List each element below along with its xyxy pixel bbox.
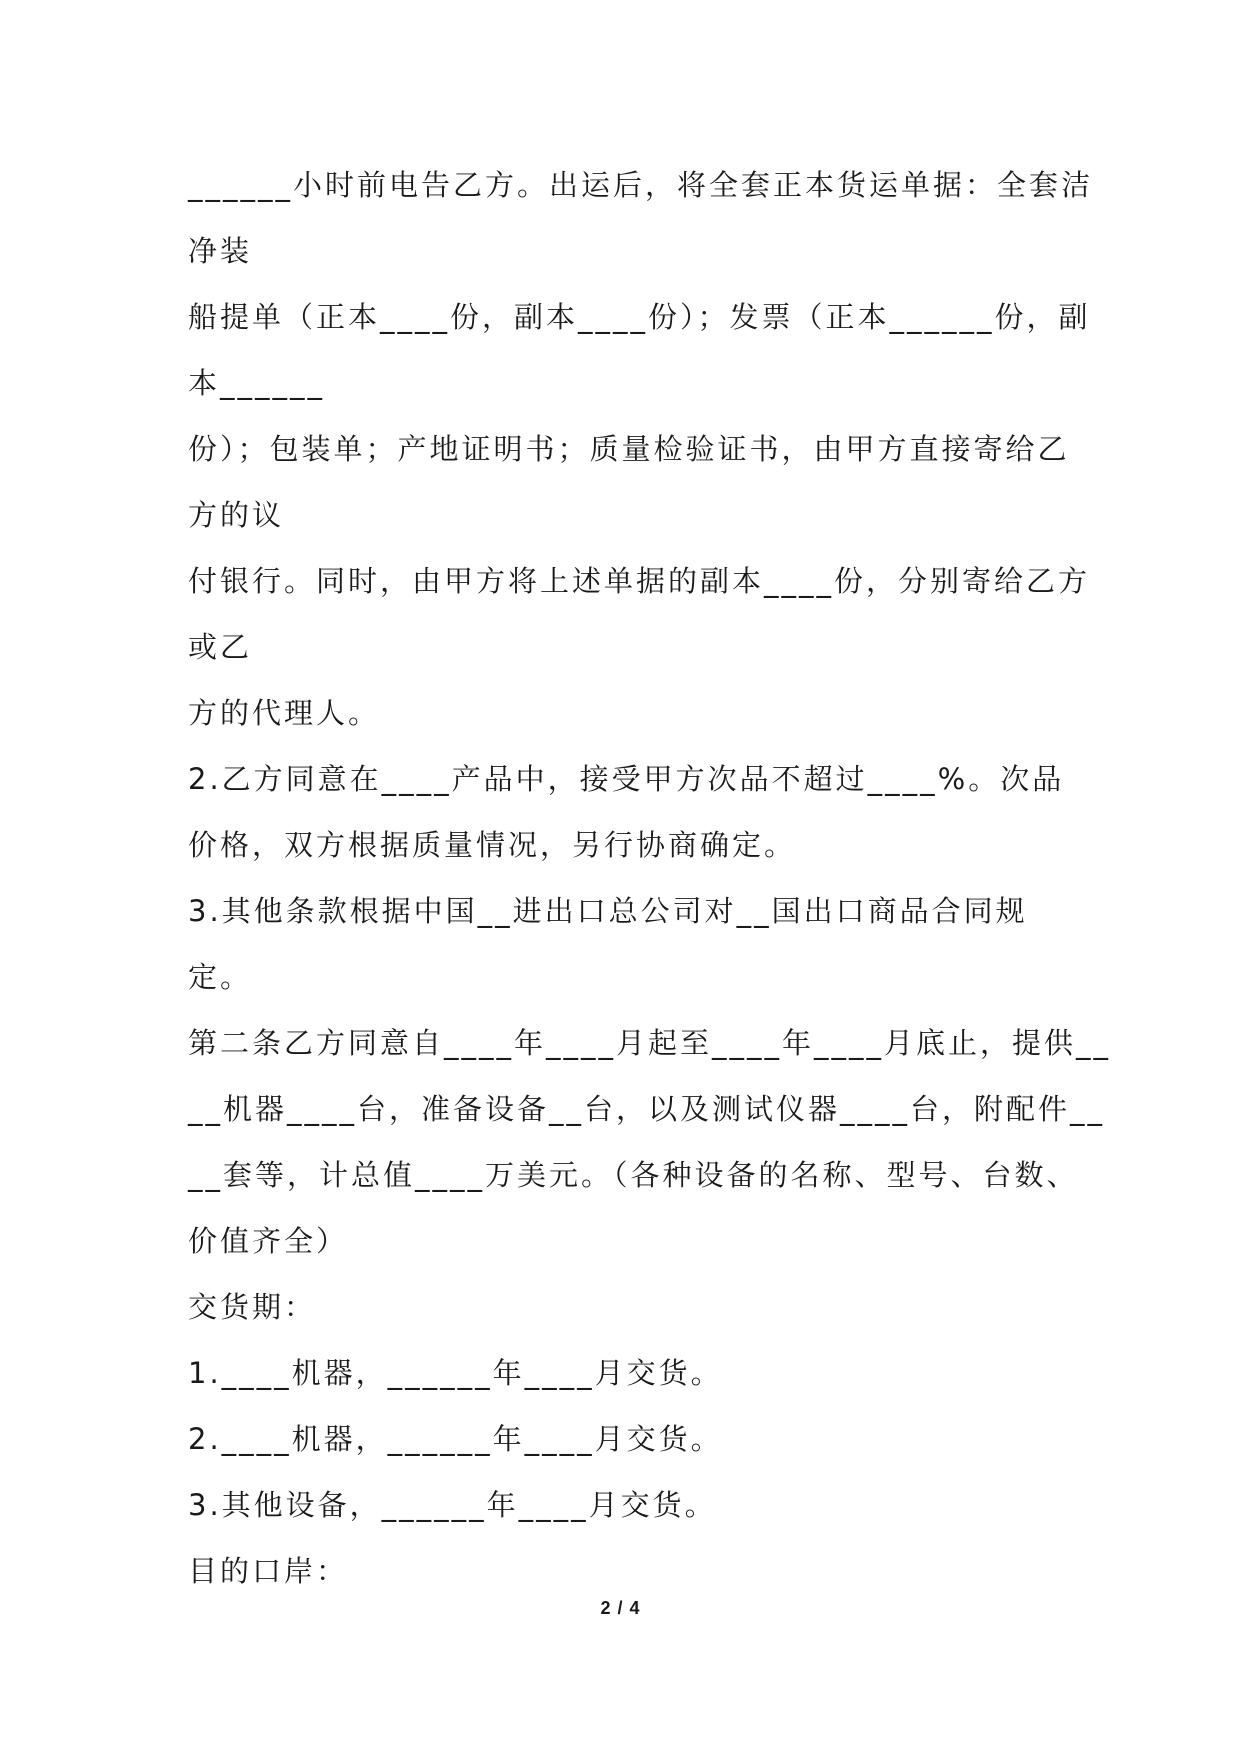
text-line: __套等，计总值____万美元。（各种设备的名称、型号、台数、 — [188, 1158, 1079, 1192]
page-number: 2 / 4 — [600, 1598, 641, 1618]
text-line: 本______ — [188, 366, 326, 400]
text-line: 目的口岸： — [188, 1554, 349, 1588]
text-line: __机器____台，准备设备__台，以及测试仪器____台，附配件__ — [188, 1092, 1106, 1126]
text-line: 份）；包装单；产地证明书；质量检验证书，由甲方直接寄给乙 — [188, 432, 1070, 466]
text-line: 方的议 — [188, 498, 285, 532]
text-line: 1.____机器，______年____月交货。 — [188, 1356, 723, 1390]
text-line: 付银行。同时，由甲方将上述单据的副本____份，分别寄给乙方 — [188, 564, 1091, 598]
text-line: 2.乙方同意在____产品中，接受甲方次品不超过____%。次品 — [188, 762, 1065, 796]
text-line: 2.____机器，______年____月交货。 — [188, 1422, 723, 1456]
text-line: 价值齐全） — [188, 1224, 349, 1258]
text-line: 净装 — [188, 234, 253, 268]
text-line: 3.其他设备，______年____月交货。 — [188, 1488, 717, 1522]
text-line: 方的代理人。 — [188, 696, 381, 730]
text-line: 船提单（正本____份，副本____份）；发票（正本______份，副 — [188, 300, 1091, 334]
text-line: ______小时前电告乙方。出运后，将全套正本货运单据：全套洁 — [188, 168, 1094, 202]
document-body — [188, 160, 1112, 1612]
text-line: 交货期： — [188, 1290, 317, 1324]
text-line: 3.其他条款根据中国__进出口总公司对__国出口商品合同规 — [188, 894, 1028, 928]
text-line: 第二条乙方同意自____年____月起至____年____月底止，提供__ — [188, 1026, 1112, 1060]
text-line: 定。 — [188, 960, 253, 994]
text-line: 价格，双方根据质量情况，另行协商确定。 — [188, 828, 797, 862]
text-line: 或乙 — [188, 630, 253, 664]
